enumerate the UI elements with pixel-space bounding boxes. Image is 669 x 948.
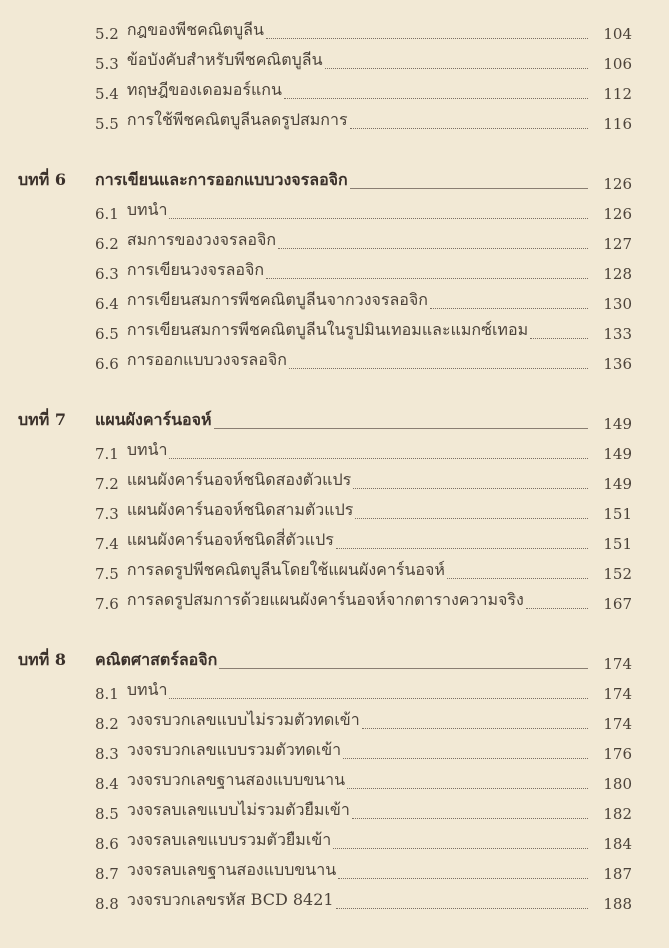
dotted-leader [338,878,588,879]
chapter-title: คณิตศาสตร์ลอจิก [95,650,218,669]
section-title: กฎของพีชคณิตบูลีน [126,20,264,39]
page-number: 128 [603,265,632,283]
section-number: 8.2 [95,715,119,733]
page-number: 174 [603,715,632,733]
dotted-leader [266,278,588,279]
toc-entry-row [0,888,669,918]
dotted-leader [169,458,588,459]
section-title: การเขียนวงจรลอจิก [126,260,265,279]
section-number: 6.1 [95,205,119,223]
page-number: 184 [603,835,632,853]
section-title: วงจรลบเลขฐานสองแบบขนาน [126,860,337,879]
section-title: การใช้พีชคณิตบูลีนลดรูปสมการ [126,110,348,129]
page-number: 188 [603,895,632,913]
dotted-leader [325,68,588,69]
section-title: ข้อบังคับสำหรับพีชคณิตบูลีน [126,50,323,69]
page-number: 149 [603,475,632,493]
dotted-leader [169,698,588,699]
toc-entry-row [0,528,669,558]
section-number: 8.7 [95,865,119,883]
page-number: 149 [603,415,632,433]
section-number: 6.5 [95,325,119,343]
toc-entry-row [0,828,669,858]
toc-entry-row [0,798,669,828]
leader-line [214,428,588,429]
dotted-leader [266,38,588,39]
section-number: 5.3 [95,55,119,73]
page-number: 174 [603,685,632,703]
page-number: 182 [603,805,632,823]
leader-line [350,188,588,189]
dotted-leader [526,608,588,609]
section-number: 8.8 [95,895,119,913]
dotted-leader [284,98,588,99]
section-number: 6.2 [95,235,119,253]
toc-entry-row [0,258,669,288]
page-number: 116 [603,115,632,133]
dotted-leader [289,368,588,369]
dotted-leader [343,758,588,759]
dotted-leader [355,518,588,519]
page-number: 130 [603,295,632,313]
page-number: 126 [603,205,632,223]
toc-entry-row [0,498,669,528]
page-number: 151 [603,505,632,523]
section-title: วงจรบวกเลขรหัส BCD 8421 [126,890,334,909]
toc-entry-row [0,318,669,348]
dotted-leader [530,338,588,339]
page-number: 167 [603,595,632,613]
section-title: วงจรลบเลขแบบรวมตัวยืมเข้า [126,830,332,849]
section-number: 7.2 [95,475,119,493]
dotted-leader [353,488,588,489]
dotted-leader [336,908,588,909]
section-title: การเขียนสมการพีชคณิตบูลีนในรูปมินเทอมและแมกซ์เทอม [126,320,529,339]
page-number: 112 [603,85,632,103]
page-number: 151 [603,535,632,553]
toc-entry-row [0,288,669,318]
page-number: 133 [603,325,632,343]
section-number: 8.3 [95,745,119,763]
page-number: 180 [603,775,632,793]
toc-entry-row [0,438,669,468]
section-title: บทนำ [126,440,168,459]
section-title: วงจรบวกเลขฐานสองแบบขนาน [126,770,346,789]
toc-entry-row [0,48,669,78]
page-number: 136 [603,355,632,373]
chapter-label: บทที่ 7 [18,410,66,429]
section-title: แผนผังคาร์นอจห์ชนิดสามตัวแปร [126,500,354,519]
section-title: แผนผังคาร์นอจห์ชนิดสองตัวแปร [126,470,352,489]
section-title: วงจรลบเลขแบบไม่รวมตัวยืมเข้า [126,800,350,819]
toc-entry-row [0,468,669,498]
section-title: แผนผังคาร์นอจห์ชนิดสี่ตัวแปร [126,530,334,549]
section-title: วงจรบวกเลขแบบไม่รวมตัวทดเข้า [126,710,360,729]
section-title: การออกแบบวงจรลอจิก [126,350,287,369]
page-number: 106 [603,55,632,73]
dotted-leader [347,788,588,789]
chapter-heading-row [0,168,669,198]
chapter-title: การเขียนและการออกแบบวงจรลอจิก [95,170,348,189]
chapter-heading-row [0,408,669,438]
table-of-contents [0,18,669,948]
section-number: 7.3 [95,505,119,523]
toc-entry-row [0,228,669,258]
page-number: 149 [603,445,632,463]
section-number: 7.5 [95,565,119,583]
section-number: 6.4 [95,295,119,313]
toc-chapter-group [0,408,669,618]
dotted-leader [352,818,588,819]
toc-entry-row [0,738,669,768]
page-number: 176 [603,745,632,763]
leader-line [219,668,588,669]
section-title: วงจรบวกเลขแบบรวมตัวทดเข้า [126,740,342,759]
section-title: ทฤษฎีของเดอมอร์แกน [126,80,282,99]
chapter-label: บทที่ 8 [18,650,66,669]
toc-entry-row [0,198,669,228]
toc-chapter-group [0,18,669,138]
section-title: บทนำ [126,200,168,219]
section-number: 8.1 [95,685,119,703]
chapter-heading-row [0,648,669,678]
toc-entry-row [0,858,669,888]
toc-entry-row [0,18,669,48]
section-number: 5.2 [95,25,119,43]
section-title: การลดรูปพีชคณิตบูลีนโดยใช้แผนผังคาร์นอจห์ [126,560,445,579]
section-title: บทนำ [126,680,168,699]
section-number: 6.3 [95,265,119,283]
section-title: สมการของวงจรลอจิก [126,230,277,249]
toc-entry-row [0,768,669,798]
page-number: 126 [603,175,632,193]
dotted-leader [362,728,588,729]
toc-entry-row [0,588,669,618]
dotted-leader [447,578,588,579]
section-number: 7.1 [95,445,119,463]
chapter-label: บทที่ 6 [18,170,66,189]
section-number: 5.4 [95,85,119,103]
dotted-leader [430,308,588,309]
page-number: 152 [603,565,632,583]
dotted-leader [278,248,588,249]
toc-entry-row [0,78,669,108]
dotted-leader [333,848,588,849]
section-number: 8.6 [95,835,119,853]
dotted-leader [169,218,588,219]
section-number: 8.4 [95,775,119,793]
page-number: 127 [603,235,632,253]
section-number: 7.4 [95,535,119,553]
chapter-title: แผนผังคาร์นอจห์ [95,410,212,429]
toc-entry-row [0,108,669,138]
toc-entry-row [0,558,669,588]
toc-chapter-group [0,648,669,918]
page-number: 187 [603,865,632,883]
toc-entry-row [0,348,669,378]
toc-entry-row [0,708,669,738]
section-number: 8.5 [95,805,119,823]
toc-chapter-group [0,168,669,378]
section-number: 5.5 [95,115,119,133]
section-number: 6.6 [95,355,119,373]
toc-entry-row [0,678,669,708]
dotted-leader [350,128,588,129]
page-number: 104 [603,25,632,43]
dotted-leader [336,548,588,549]
section-number: 7.6 [95,595,119,613]
section-title: การลดรูปสมการด้วยแผนผังคาร์นอจห์จากตารางความจริง [126,590,524,609]
page-number: 174 [603,655,632,673]
section-title: การเขียนสมการพีชคณิตบูลีนจากวงจรลอจิก [126,290,428,309]
